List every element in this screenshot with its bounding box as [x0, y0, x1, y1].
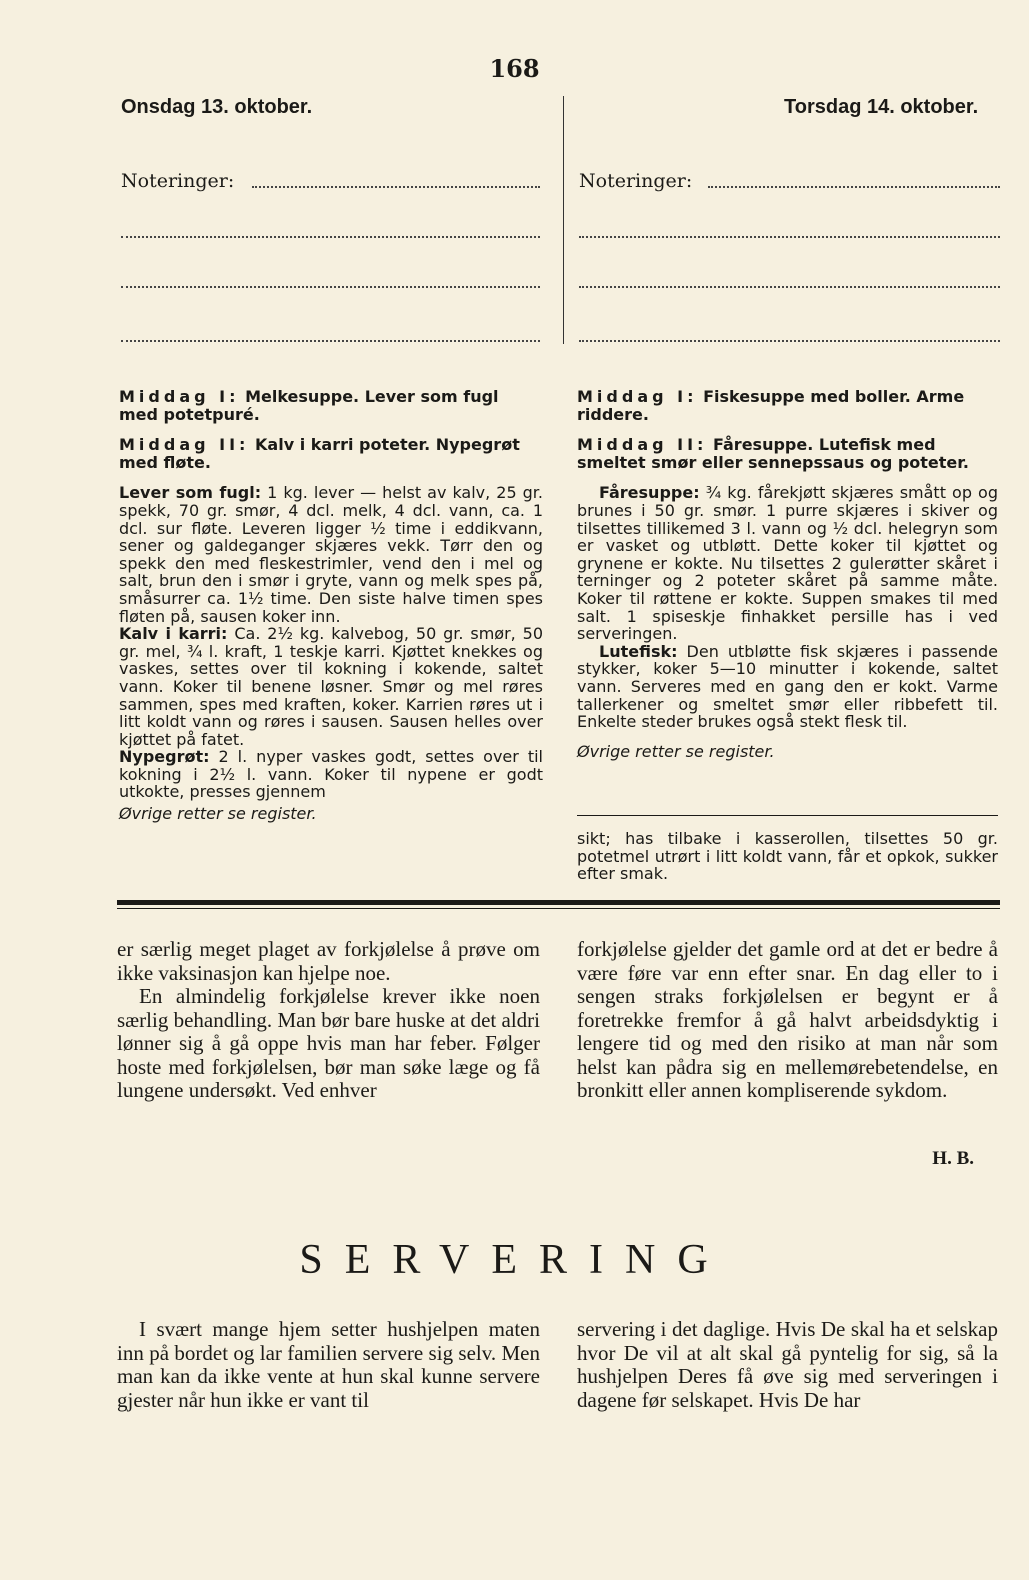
- notes-line-right-3[interactable]: [579, 286, 1000, 288]
- section-rule-thin: [117, 908, 1000, 909]
- menu-2-right: Middag II: Fåresuppe. Lutefisk med smeltet smør eller sennepssaus og poteter.: [577, 435, 969, 472]
- page-number: 168: [489, 54, 540, 83]
- recipe-lever-som-fugl: Lever som fugl: 1 kg. lever — helst av kalv, 25 gr. spekk, 70 gr. smør, 4 dcl. melk, 4 dcl. vann, ca. 1 dcl. sur fløte. Leveren ligger ½ time i eddikvann, sener og galdeganger skjæres vekk. Tørr den og spekk den med fleskestrimler, vend den i mel og salt, brun den i smør i gryte, vann og melk spes på, småsurrer ca. 1½ time. Den siste halve timen spes fløten på, sausen koker inn.: [119, 483, 543, 626]
- article-serving-left: I svært mange hjem setter hushjelpen maten inn på bordet og lar familien servere sig selv. Men man kan da ikke vente at hun skal kunne servere gjester når hun ikke er vant til: [117, 1317, 540, 1412]
- signature: H. B.: [932, 1148, 974, 1169]
- column-divider: [563, 96, 564, 344]
- notes-label-right: Noteringer:: [579, 170, 693, 192]
- menu-1-left: Middag I: Melkesuppe. Lever som fugl med potetpuré.: [119, 387, 499, 424]
- menu-1-right: Middag I: Fiskesuppe med boller. Arme riddere.: [577, 387, 965, 424]
- notes-line-left-1[interactable]: [252, 186, 540, 188]
- notes-line-left-4[interactable]: [121, 340, 540, 342]
- article-cold-left: er særlig meget plaget av forkjølelse å prøve om ikke vaksinasjon kan hjelpe noe. En almindelig forkjølelse krever ikke noen særlig behandling. Man bør bare huske at det aldri lønner sig å gå oppe hvis man har feber. Følger hoste med forkjølelsen, bør man søke læge og få lungene undersøkt. Ved enhver: [117, 937, 540, 1102]
- notes-label-left: Noteringer:: [121, 170, 235, 192]
- continuation-rule: [577, 815, 998, 816]
- recipes-left: [119, 388, 543, 823]
- menu-2-left: Middag II: Kalv i karri poteter. Nypegrøt med fløte.: [119, 435, 520, 472]
- notes-line-right-2[interactable]: [579, 236, 1000, 238]
- nypegrot-continuation: sikt; has tilbake i kasserollen, tilsettes 50 gr. potetmel utrørt i litt koldt vann, får et opkok, sukker efter smak.: [577, 829, 998, 884]
- section-rule-thick: [117, 900, 1000, 905]
- date-left: Onsdag 13. oktober.: [121, 96, 313, 118]
- section-heading: SERVERING: [299, 1237, 730, 1283]
- recipes-right: [577, 388, 998, 760]
- notes-line-right-4[interactable]: [579, 340, 1000, 342]
- recipe-lutefisk: Lutefisk: Den utbløtte fisk skjæres i passende stykker, koker 5—10 minutter i kokende, saltet vann. Serveres med en gang den er kokt. Varme tallerkener og smeltet smør eller ribbefett til. Enkelte steder brukes også stekt flesk til.: [577, 641, 998, 732]
- recipe-faresuppe: Fåresuppe: ¾ kg. fårekjøtt skjæres smått op og brunes i 50 gr. smør. 1 purre skjæres i skiver og tilsettes tillikemed 3 l. vann og ½ dcl. helegryn som er vasket og utbløtt. Dette koker til kjøttet og grynene er kokte. Nu tilsettes 2 gulerøtter skåret i terninger og 2 poteter skåret på samme måte. Koker til røttene er kokte. Suppen smakes til med salt. 1 spiseskje finhakket persille has i ved serveringen.: [577, 483, 998, 644]
- notes-line-left-2[interactable]: [121, 236, 540, 238]
- recipe-nypegrot: Nypegrøt: 2 l. nyper vaskes godt, settes over til kokning i 2½ l. vann. Koker til nypene er godt utkokte, presses gjennem: [119, 747, 543, 802]
- date-right: Torsdag 14. oktober.: [784, 96, 979, 118]
- other-recipes-right: Øvrige retter se register.: [577, 741, 775, 761]
- notes-line-right-1[interactable]: [708, 186, 1000, 188]
- article-cold-right: forkjølelse gjelder det gamle ord at det er bedre å være føre var enn efter snar. En dag eller to i sengen straks forkjølelsen er begynt er å foretrekke fremfor å gå halvt arbeidsdyktig i lengere tid og med den risiko at man når som helst kan pådra sig en mellemørebetendelse, en bronkitt eller annen kompliserende sykdom.: [577, 937, 998, 1102]
- other-recipes-left: Øvrige retter se register.: [119, 804, 317, 824]
- notes-line-left-3[interactable]: [121, 286, 540, 288]
- article-serving-right: servering i det daglige. Hvis De skal ha et selskap hvor De vil at alt skal gå pyntelig for sig, så la hushjelpen Deres få øve sig med serveringen i dagene før selskapet. Hvis De har: [577, 1317, 998, 1412]
- recipe-kalv-i-karri: Kalv i karri: Ca. 2½ kg. kalvebog, 50 gr. smør, 50 gr. mel, ¾ l. kraft, 1 teskje karri. Kjøttet knekkes og vaskes, settes over til kokning i kokende, saltet vann. Koker til benene løsner. Smør og mel røres sammen, spes med kraften, koker. Karrien røres ut i litt koldt vann og røres i sausen. Sausen helles over kjøttet på fatet.: [119, 624, 543, 749]
